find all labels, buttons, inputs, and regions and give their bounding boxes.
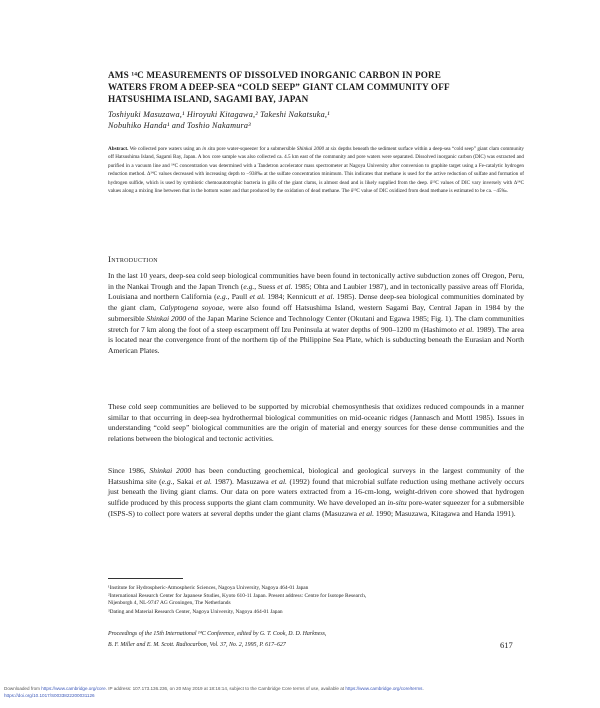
download-notice [4,686,598,699]
abstract [108,145,524,219]
paragraph-text: e.g. [216,292,228,302]
footnote-2-line-1: ²International Research Center for Japanese Studies, Kyoto 610-11 Japan. Present address: Centre for Isotope Research, [108,593,367,599]
paragraph-text: et al. [196,476,212,486]
paragraph-text: Calyptogena soyoae [159,303,223,313]
download-text: . IP address: 107.173.136.236, on 20 May 2019 at 18:16:14, subject to the Cambridge Core terms of use, available at [105,686,345,691]
authors-line-1: Toshiyuki Masuzawa,¹ Hiroyuki Kitagawa,² Takeshi Nakatsuka,¹ [108,110,330,119]
abstract-text: pore water-squeezer for a submersible [216,146,296,152]
footnote-divider [108,578,183,579]
paragraph-text: et al. [249,292,266,302]
terms-link[interactable]: https://www.cambridge.org/core/terms [345,686,423,691]
download-text: Downloaded from [4,686,41,691]
paragraph-text: In the last 10 years, deep-sea cold seep biological communities have been found in tectonically active subduction zones off Oregon, Peru, in the Nankai Trough and the Japan Trench ( [108,271,524,291]
paragraph-text: , were also found off Hatsushima Island, western Sagami Bay, Central Japan in 1984 by the submersible [108,303,525,323]
paragraph-text: (1992) found that microbial sulfate reduction using methane actively occurs just beneath the living giant clams. Our data on pore waters extracted from a 16-cm-long, weight-driven core showed that hydrogen sulfide produced by this process supports the giant clam community. We have developed an [108,476,525,508]
proceedings-line-1: Proceedings of the 15th International ¹⁴C Conference, edited by G. T. Cook, D. D. Harkness, [108,631,327,637]
paragraph-text: Since 1986, [108,466,146,475]
paragraph-text: Shinkai 2000 [146,313,187,323]
paragraph-text: , Suess [254,281,276,291]
paragraph-text: , Sakai [172,476,194,486]
paragraph-text: in-situ [387,498,407,508]
intro-paragraph-2: These cold seep communities are believed to be supported by microbial chemosynthesis that oxidizes reduced compounds in a manner similar to that occurring in deep-sea hydrothermal biological communities on mid-oceanic ridges (Jannasch and Mottl 1985). Issues in understanding “cold seep” biological communities are the origin of material and energy sources for these dense communities and the relations between the biological and tectonic activities. [108,402,524,444]
title-line-1: AMS ¹⁴C MEASUREMENTS OF DISSOLVED INORGANIC CARBON IN PORE [108,70,442,80]
proceedings-citation [108,629,508,650]
paragraph-text: e.g. [243,281,255,291]
paragraph-text: et al. [318,292,335,302]
abstract-text: in situ [202,146,216,152]
footnote-2 [108,593,528,607]
paragraph-text: et al. [458,324,475,334]
paragraph-text: e.g. [161,476,173,486]
download-text: . [422,686,424,691]
paragraph-text: has been conducting geochemical, biological and geological surveys in the largest community of the Hatsushima site ( [108,466,524,486]
footnote-3: ³Dating and Material Research Center, Nagoya University, Nagoya 464-01 Japan [108,609,283,615]
paragraph-text: 1989). The area is located near the convergence front of the northern tip of the Philippine Sea Plate, which is subducting beneath the Eurasian and North American Plates. [108,324,525,355]
proceedings-line-2: B. F. Miller and E. M. Scott. Radiocarbon, Vol. 37, No. 2, 1995, P. 617–627 [108,641,286,648]
paragraph-text: , Paull [227,292,248,302]
article-title [108,69,528,105]
intro-paragraph-1 [108,271,524,357]
footnote-2-line-2: Nijenborgh 4, NL-9747 AG Groningen, The Netherlands [108,600,231,606]
abstract-text: Shinkai 2000 [296,146,325,152]
paragraph-text: 1990; Masuzawa, Kitagawa and Handa 1991). [375,508,516,518]
page-number: 617 [500,640,513,650]
abstract-text: We collected pore waters using an [129,146,201,152]
section-heading-introduction: Introduction [108,254,158,264]
abstract-label: Abstract. [108,146,129,152]
paragraph-text: 1985; Ohta and Laubier 1987), and in tectonically passive areas off Florida, Louisiana and northern California ( [108,281,524,302]
paragraph-text: 1985). Dense deep-sea biological communities dominated by the giant clam, [108,292,524,313]
core-link[interactable]: https://www.cambridge.org/core [41,686,106,691]
footnote-1: ¹Institute for Hydrospheric-Atmospheric Sciences, Nagoya University, Nagoya 464-01 Japan [108,585,309,591]
intro-paragraph-3 [108,466,524,520]
paragraph-text: of the Japan Marine Science and Technology Center (Okutani and Egawa 1985; Fig. 1). The clam communities stretch for 7 km along the foot of a steep escarpment off Izu Peninsula at water depths of 900–1200 m (Hashimoto [108,313,525,334]
paragraph-text: et al. [271,476,287,486]
paragraph-text: et al. [277,281,293,291]
title-line-3: HATSUSHIMA ISLAND, SAGAMI BAY, JAPAN [108,94,309,104]
paragraph-text: Shinkai 2000 [149,466,192,475]
doi-link[interactable]: https://doi.org/10.1017/S0033822200031126 [4,692,95,698]
abstract-text: at six depths beneath the sediment surface within a deep-sea “cold seep” giant clam community off Hatsushima Island, Sagami Bay, Japan. A box core sample was also collected ca. 4.5 km east of the community and pore waters were separated. Dissolved inorganic carbon (DIC) was extracted and purified in a vacuum line and ¹⁴C concentration was determined with a Tandetron accelerator mass spectrometer at Nagoya University after conversion to graphite target using a Fe-catalytic hydrogen reduction method. Δ¹⁴C values decreased with increasing depth to −938‰ at the sulfate concentration minimum. This indicates that methane is used for the active reduction of sulfate and formation of hydrogen sulfide, which is used by symbiotic chemoautotrophic bacteria in gills of the giant clams, is almost dead and is likely supplied from the deep. δ¹³C values of DIC vary inversely with Δ¹⁴C values along a mixing line between that in the bottom water and that produced by the oxidation of dead methane. The δ¹³C value of DIC oxidized from dead methane is estimated to be ca. −45‰. [108,146,524,195]
paragraph-text: 1987). Masuzawa [214,476,269,486]
paragraph-text: 1984; Kennicutt [267,292,317,302]
authors-line-2: Nobuhiko Handa¹ and Toshio Nakamura³ [108,121,251,130]
paragraph-text: pore-water squeezer for a submersible (ISPS-S) to collect pore waters at several depths under the giant clams (Masuzawa [108,498,525,518]
title-line-2: WATERS FROM A DEEP-SEA “COLD SEEP” GIANT CLAM COMMUNITY OFF [108,82,450,92]
paragraph-text: et al. [358,508,374,518]
author-list [108,109,528,131]
